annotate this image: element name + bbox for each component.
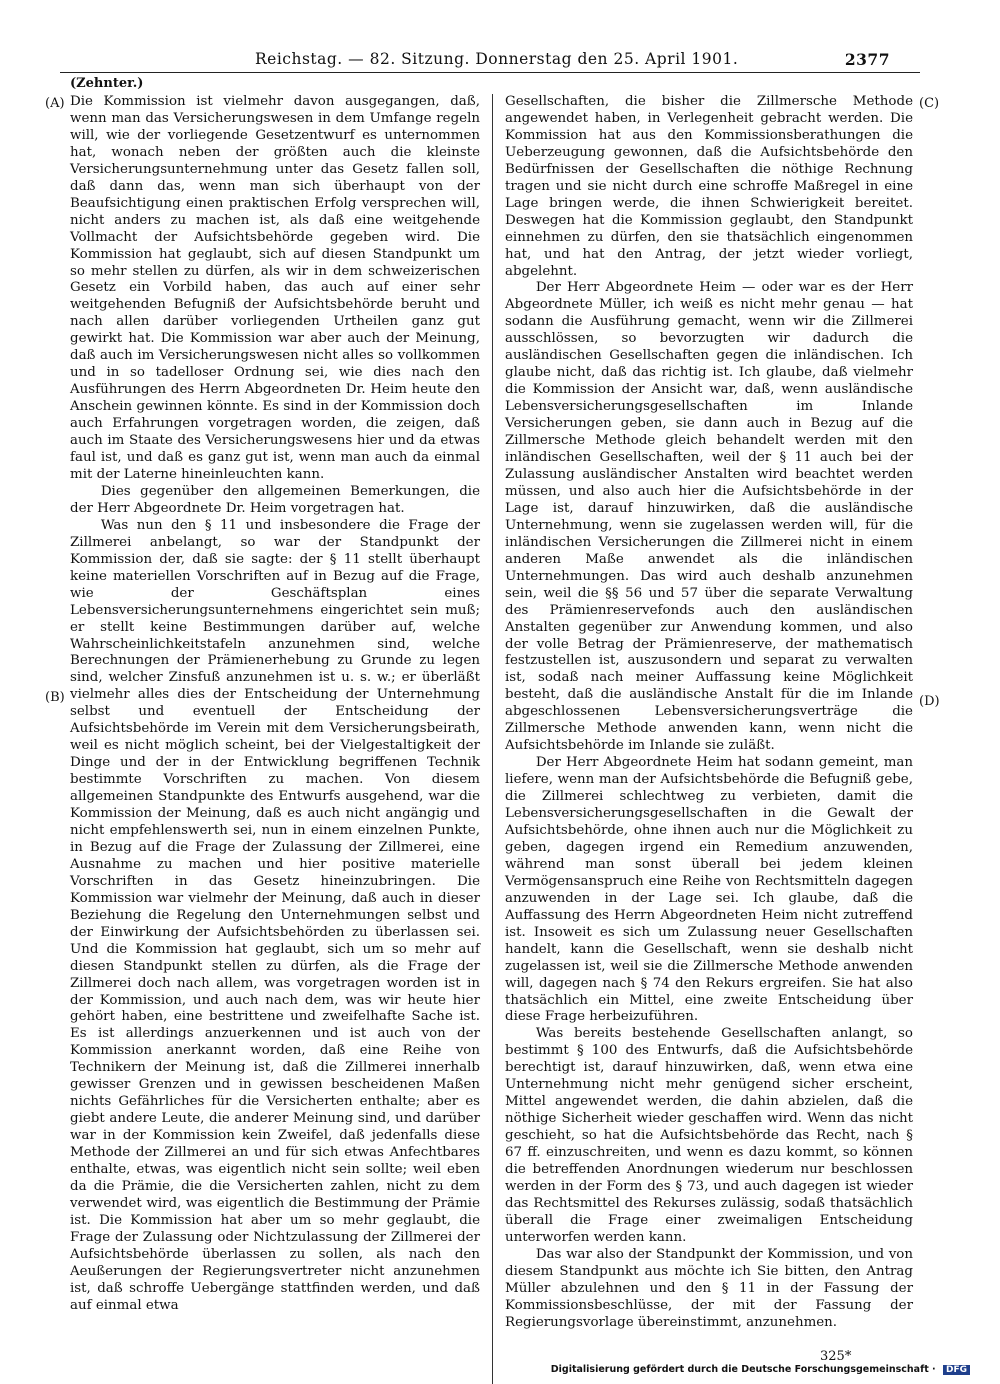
paragraph: Gesellschaften, die bisher die Zillmersche Methode angewendet haben, in Verlegenheit gebracht werden. Die Kommission hat aus den Kommissionsberathungen die Ueberzeugung gewonnen, daß die Aufsichtsbehörde den Bedürfnissen der Gesellschaften die nöthige Rechnung tragen und sie nicht durch eine schroffe Maßregel in eine Lage bringen werde, die ihnen Schwierigkeit bereitet. Deswegen hat die Kommission geglaubt, den Standpunkt einnehmen zu dürfen, den sie thatsächlich eingenommen hat, und hat den Antrag, der jetzt wieder vorliegt, abgelehnt. — [505, 94, 913, 279]
margin-mark-a: (A) — [45, 96, 65, 111]
header-title: Reichstag. — 82. Sitzung. Donnerstag den 25. April 1901. — [255, 50, 739, 68]
margin-mark-d: (D) — [919, 694, 940, 709]
paragraph: Dies gegenüber den allgemeinen Bemerkungen, die der Herr Abgeordnete Dr. Heim vorgetragen hat. — [70, 483, 480, 516]
column-divider — [492, 94, 493, 1384]
paragraph: Der Herr Abgeordnete Heim — oder war es der Herr Abgeordnete Müller, ich weiß es nicht mehr genau — hat sodann die Ausführung gemacht, wenn wir die Zillmerei ausschlössen, so bevorzugten wir dadurch die ausländischen Gesellschaften gegen die inländischen. Ich glaube nicht, daß das richtig ist. Ich glaube, daß vielmehr die Kommission der Ansicht war, daß, wenn ausländische Lebensversicherungsgesellschaften im Inlande Versicherungen geben, sie dann auch in Bezug auf die Zillmersche Methode gleich behandelt werden mit den inländischen Gesellschaften, weil der § 11 auch bei der Zulassung ausländischer Anstalten wird beachtet werden müssen, und also auch hier die Aufsichtsbehörde in der Lage ist, darauf hinzuwirken, daß die ausländische Unternehmung, wenn sie zugelassen werden will, für die inländischen Versicherungen die Zillmerei nicht in einem anderen Maße anwendet als die inländischen Unternehmungen. Das wird auch deshalb anzunehmen sein, weil die §§ 56 und 57 über die separate Verwaltung des Prämienreservefonds auch den ausländischen Anstalten gegenüber zur Anwendung kommen, und also der volle Betrag der Prämienreserve, der mathematisch festzustellen ist, auszusondern und separat zu verwalten ist, sodaß nach meiner Auffassung keine Möglichkeit besteht, daß die ausländische Anstalt für die im Inlande abgeschlossenen Lebensversicherungsverträge die Zillmersche Methode anwenden kann, wenn nicht die Aufsichtsbehörde im Inlande sie zuläßt. — [505, 280, 913, 754]
digitization-footer — [500, 1364, 970, 1380]
paragraph: Was bereits bestehende Gesellschaften anlangt, so bestimmt § 100 des Entwurfs, daß die Aufsichtsbehörde berechtigt ist, darauf hinzuwirken, daß, wenn etwa eine Unternehmung nicht mehr genügend sicher erscheint, Mittel angewendet werden, die dahin abzielen, daß die nöthige Sicherheit wieder geschaffen wird. Wenn das nicht geschieht, so hat die Aufsichtsbehörde das Recht, nach § 67 ff. einzuschreiten, und wenn es dazu kommt, so können die betreffenden Anordnungen wiederum nur beschlossen werden in der Form des § 73, und auch dagegen ist wieder das Rechtsmittel des Rekurses zulässig, sodaß thatsächlich überall die Frage einer zweimaligen Entscheidung unterworfen werden kann. — [505, 1026, 913, 1245]
footer-text: Digitalisierung gefördert durch die Deutsche Forschungsgemeinschaft · — [550, 1364, 936, 1375]
paragraph: Der Herr Abgeordnete Heim hat sodann gemeint, man liefere, wenn man der Aufsichtsbehörde die Befugniß gebe, die Zillmerei schlechtweg zu verbieten, damit die Lebensversicherungsgesellschaften in die Gewalt der Aufsichtsbehörde, ohne ihnen auch nur die Möglichkeit zu geben, dagegen irgend ein Remedium anzuwenden, während man sonst überall bei jedem kleinen Vermögensanspruch eine Reihe von Rechtsmitteln dagegen anzuwenden in der Lage sei. Ich glaube, daß die Auffassung des Herrn Abgeordneten Heim nicht zutreffend ist. Insoweit es sich um Zulassung neuer Gesellschaften handelt, kann die Gesellschaft, wenn sie deshalb nicht zugelassen ist, weil sie die Zillmersche Methode anwenden will, dagegen nach § 74 den Rekurs ergreifen. Sie hat also thatsächlich ein Mittel, eine zweite Entscheidung über diese Frage herbeizuführen. — [505, 755, 913, 1025]
running-header — [60, 44, 940, 72]
header-rule — [60, 72, 920, 73]
paragraph: Die Kommission ist vielmehr davon ausgegangen, daß, wenn man das Versicherungswesen in dem Umfange regeln will, wie der vorliegende Gesetzentwurf es unternommen hat, wonach neben der größten auch die kleinste Versicherungsunternehmung unter das Gesetz fallen soll, daß dann das, wenn man sich überhaupt von der Beaufsichtigung einen praktischen Erfolg versprechen will, nicht anders zu machen ist, als daß eine weitgehende Vollmacht der Aufsichtsbehörde gegeben wird. Die Kommission hat geglaubt, sich auf diesen Standpunkt um so mehr stellen zu dürfen, als wir in dem schweizerischen Gesetz ein Vorbild haben, das auch auf einer sehr weitgehenden Befugniß der Aufsichtsbehörde beruht und nach allen darüber vorliegenden Urtheilen ganz gut gewirkt hat. Die Kommission war aber auch der Meinung, daß auch im Versicherungswesen nicht alles so vollkommen und in so tadelloser Ordnung sei, wie dies nach den Ausführungen des Herrn Abgeordneten Dr. Heim heute den Anschein gewinnen könnte. Es sind in der Kommission doch auch Erfahrungen vorgetragen worden, die zeigen, daß auch im Staate des Versicherungswesens hier und da etwas faul ist, und daß es ganz gut ist, wenn man auch da einmal mit der Laterne hineinleuchten kann. — [70, 94, 480, 482]
margin-mark-c: (C) — [919, 96, 940, 111]
margin-mark-b: (B) — [45, 690, 65, 705]
page-number: 2377 — [844, 50, 890, 69]
left-column — [70, 94, 480, 1315]
right-column — [505, 94, 913, 1332]
speaker-name: (Zehnter.) — [70, 76, 144, 91]
paragraph: Was nun den § 11 und insbesondere die Frage der Zillmerei anbelangt, so war der Standpunkt der Kommission der, daß sie sagte: der § 11 stellt überhaupt keine materiellen Vorschriften auf in Bezug auf die Frage, wie der Geschäftsplan eines Lebensversicherungsunternehmens eingerichtet sein muß; er stellt keine Bestimmungen darüber auf, welche Wahrscheinlichkeitstafeln anzunehmen sind, welche Berechnungen der Prämienerhebung zu Grunde zu legen sind, welcher Zinsfuß anzunehmen ist u. s. w.; er überläßt vielmehr alles dies der Entscheidung der Unternehmung selbst und eventuell der Entscheidung der Aufsichtsbehörde im Verein mit dem Versicherungsbeirath, weil es nicht möglich scheint, bei der Vielgestaltigkeit der Dinge und der in der Entwicklung begriffenen Technik bestimmte Vorschriften zu machen. Von diesem allgemeinen Standpunkte des Entwurfs ausgehend, war die Kommission der Meinung, daß es auch nicht angängig und nicht empfehlenswerth sei, nun in einem einzelnen Punkte, in Bezug auf die Frage der Zulassung der Zillmerei, eine Ausnahme zu machen und hier positive materielle Vorschriften in das Gesetz hineinzubringen. Die Kommission war vielmehr der Meinung, daß auch in dieser Beziehung die Regelung den Unternehmungen selbst und der Einwirkung der Aufsichtsbehörden zu überlassen sei. Und die Kommission hat geglaubt, sich um so mehr auf diesen Standpunkt stellen zu dürfen, als die Frage der Zillmerei doch nach allem, was vorgetragen worden ist in der Kommission, und auch nach dem, was wir heute hier gehört haben, eine bestrittene und zweifelhafte Sache ist. Es ist allerdings anzuerkennen und ist auch von der Kommission anerkannt worden, daß eine Reihe von Technikern der Meinung ist, daß die Zillmerei innerhalb gewisser Grenzen und in gewissen bescheidenen Maßen nichts Gefährliches für die Versicherten enthalte; aber es giebt andere Leute, die anderer Meinung sind, und darüber war in der Kommission kein Zweifel, daß jedenfalls diese Methode der Zillmerei an und für sich etwas Anfechtbares enthalte, etwas, was eigentlich nicht sein sollte; weil eben da die Prämie, die die Versicherten zahlen, nicht zu dem verwendet wird, was eigentlich die Bestimmung der Prämie ist. Die Kommission hat aber um so mehr geglaubt, die Frage der Zulassung oder Nichtzulassung der Zillmerei der Aufsichtsbehörde überlassen zu sollen, als nach den Aeußerungen der Regierungsvertreter nicht anzunehmen ist, daß schroffe Uebergänge stattfinden werden, und daß auf einmal etwa — [70, 517, 480, 1313]
paragraph: Das war also der Standpunkt der Kommission, und von diesem Standpunkt aus möchte ich Sie bitten, den Antrag Müller abzulehnen und den § 11 in der Fassung der Kommissionsbeschlüsse, der mit der Fassung der Regierungsvorlage übereinstimmt, anzunehmen. — [505, 1246, 913, 1330]
signature-mark: 325* — [820, 1349, 852, 1364]
dfg-logo: DFG — [943, 1365, 970, 1375]
